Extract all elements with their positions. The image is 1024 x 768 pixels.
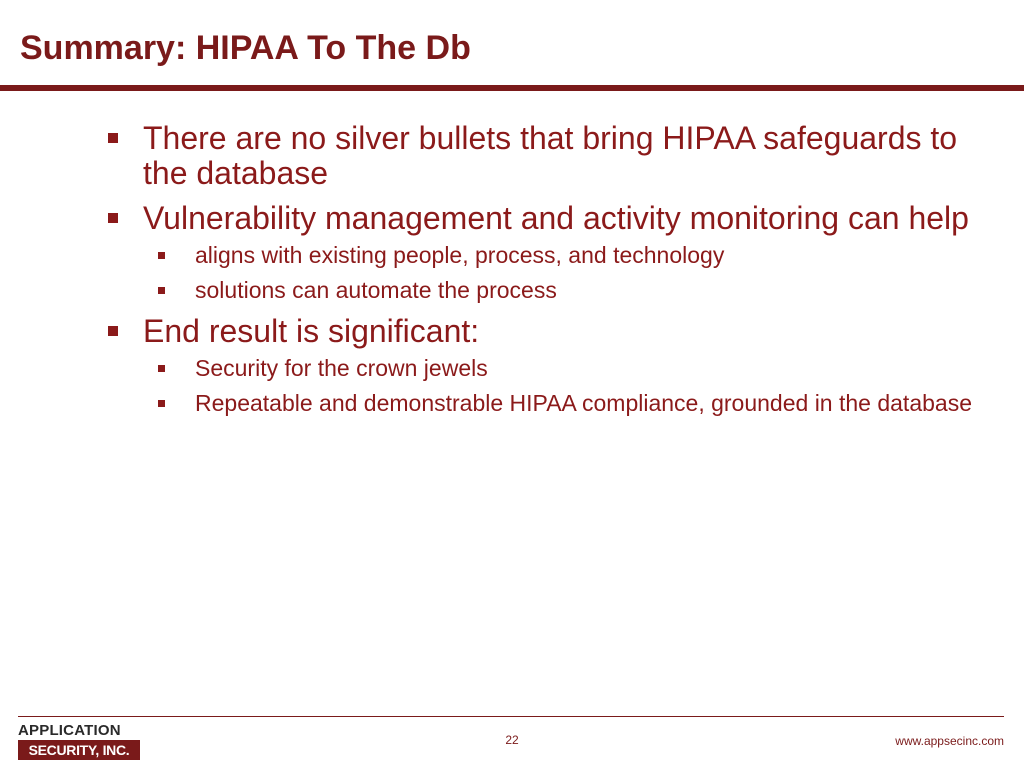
footer-url: www.appsecinc.com <box>895 734 1004 748</box>
sub-bullet-text: Repeatable and demonstrable HIPAA compliance, grounded in the database <box>195 390 972 416</box>
bullet-list <box>106 121 1006 427</box>
company-logo <box>18 722 140 760</box>
logo-line2: SECURITY, INC. <box>18 740 140 760</box>
square-bullet-icon <box>158 287 165 294</box>
square-bullet-icon <box>158 252 165 259</box>
sub-bullet-text: aligns with existing people, process, and technology <box>195 242 725 268</box>
bullet-text: Vulnerability management and activity monitoring can help <box>143 200 969 236</box>
bullet-text: End result is significant: <box>143 313 480 349</box>
sub-bullet-item <box>143 390 1006 417</box>
square-bullet-icon <box>158 400 165 407</box>
slide-title: Summary: HIPAA To The Db <box>20 29 471 67</box>
square-bullet-icon <box>108 213 118 223</box>
bullet-item <box>106 314 1006 417</box>
title-divider <box>0 85 1024 91</box>
bullet-item <box>106 121 1006 191</box>
bullet-item <box>106 201 1006 304</box>
square-bullet-icon <box>108 133 118 143</box>
bullet-text: There are no silver bullets that bring HIPAA safeguards to the database <box>143 120 958 191</box>
sub-bullet-text: solutions can automate the process <box>195 277 557 303</box>
square-bullet-icon <box>108 326 118 336</box>
sub-bullet-item <box>143 242 1006 269</box>
square-bullet-icon <box>158 365 165 372</box>
sub-bullet-list <box>143 355 1006 417</box>
sub-bullet-item <box>143 277 1006 304</box>
page-number: 22 <box>505 733 519 747</box>
sub-bullet-list <box>143 242 1006 304</box>
logo-line1: APPLICATION <box>18 722 121 739</box>
footer-divider <box>18 716 1004 717</box>
sub-bullet-item <box>143 355 1006 382</box>
sub-bullet-text: Security for the crown jewels <box>195 355 488 381</box>
